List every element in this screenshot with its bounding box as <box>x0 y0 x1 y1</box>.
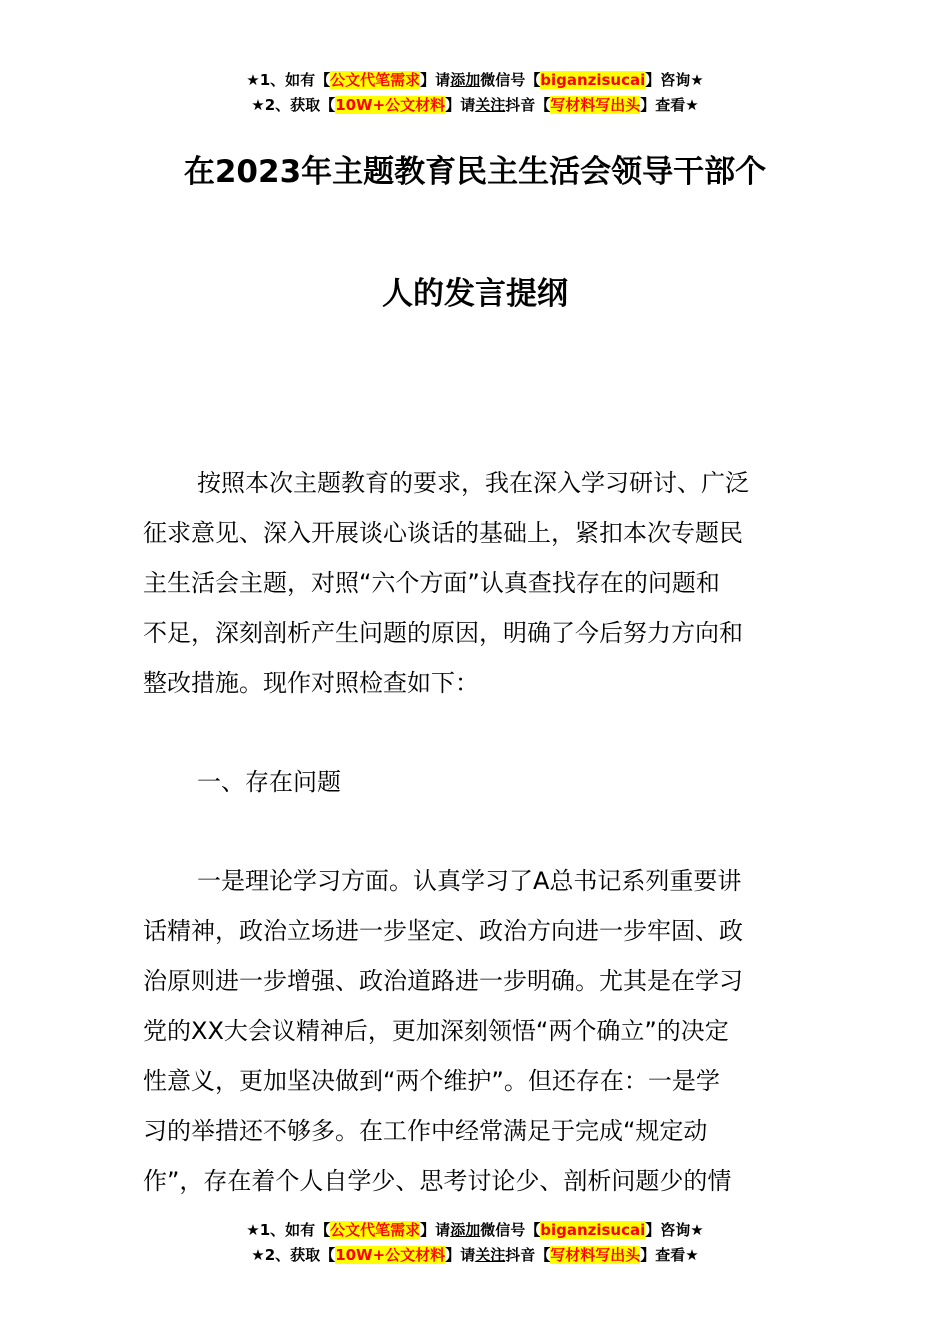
header-ad-line-2 <box>0 93 950 117</box>
ad-highlight-douyin-id: 写材料写出头 <box>550 96 641 114</box>
paragraph-line: 一是理论学习方面。认真学习了A总书记系列重要讲 <box>197 867 742 895</box>
footer-ad-line-1 <box>0 1218 950 1242</box>
document-title-line-2: 人的发言提纲 <box>382 276 568 312</box>
paragraph-line: 征求意见、深入开展谈心谈话的基础上，紧扣本次专题民 <box>143 519 743 547</box>
paragraph-line: 主生活会主题，对照“六个方面”认真查找存在的问题和 <box>143 569 720 597</box>
ad-highlight-service: 公文代笔需求 <box>330 71 421 89</box>
ad-highlight-wechat-id: biganzisucai <box>540 71 646 89</box>
ad-highlight-wechat-id: biganzisucai <box>540 1221 646 1239</box>
paragraph-line: 按照本次主题教育的要求，我在深入学习研讨、广泛 <box>197 469 749 497</box>
ad-highlight-douyin-id: 写材料写出头 <box>550 1246 641 1264</box>
ad-highlight-materials: 10W+公文材料 <box>335 96 446 114</box>
paragraph-line: 不足，深刻剖析产生问题的原因，明确了今后努力方向和 <box>143 619 743 647</box>
body-paragraph <box>143 856 808 1206</box>
ad-text: 】请 <box>420 1221 451 1239</box>
ad-text: 】请 <box>445 96 476 114</box>
intro-paragraph <box>143 458 808 708</box>
section-heading-text: 一、存在问题 <box>197 768 341 796</box>
ad-text: 抖音【 <box>505 1246 551 1264</box>
paragraph-line: 作”，存在着个人自学少、思考讨论少、剖析问题少的情 <box>143 1167 732 1195</box>
ad-text: 】查看★ <box>640 96 699 114</box>
ad-text: 】查看★ <box>640 1246 699 1264</box>
ad-text: 】请 <box>445 1246 476 1264</box>
section-heading <box>143 757 808 807</box>
paragraph-line: 整改措施。现作对照检查如下： <box>143 669 479 697</box>
ad-text: ★1、如有【 <box>246 71 331 89</box>
ad-text: ★1、如有【 <box>246 1221 331 1239</box>
ad-text: 微信号【 <box>480 71 541 89</box>
ad-text: 】咨询★ <box>645 71 704 89</box>
footer-ad-line-2 <box>0 1243 950 1267</box>
ad-highlight-service: 公文代笔需求 <box>330 1221 421 1239</box>
ad-emphasis: 添加 <box>450 1221 481 1239</box>
paragraph-line: 话精神，政治立场进一步坚定、政治方向进一步牢固、政 <box>143 917 743 945</box>
header-ad-line-1 <box>0 68 950 92</box>
ad-text: ★2、获取【 <box>251 96 336 114</box>
ad-emphasis: 关注 <box>475 96 506 114</box>
paragraph-line: 党的XX大会议精神后，更加深刻领悟“两个确立”的决定 <box>143 1017 729 1045</box>
paragraph-line: 性意义，更加坚决做到“两个维护”。但还存在：一是学 <box>143 1067 720 1095</box>
ad-text: 】请 <box>420 71 451 89</box>
paragraph-line: 治原则进一步增强、政治道路进一步明确。尤其是在学习 <box>143 967 743 995</box>
ad-emphasis: 添加 <box>450 71 481 89</box>
ad-text: 微信号【 <box>480 1221 541 1239</box>
document-title-line-1: 在2023年主题教育民主生活会领导干部个 <box>183 154 767 190</box>
ad-text: 抖音【 <box>505 96 551 114</box>
ad-highlight-materials: 10W+公文材料 <box>335 1246 446 1264</box>
paragraph-line: 习的举措还不够多。在工作中经常满足于完成“规定动 <box>143 1117 708 1145</box>
ad-text: 】咨询★ <box>645 1221 704 1239</box>
ad-emphasis: 关注 <box>475 1246 506 1264</box>
ad-text: ★2、获取【 <box>251 1246 336 1264</box>
